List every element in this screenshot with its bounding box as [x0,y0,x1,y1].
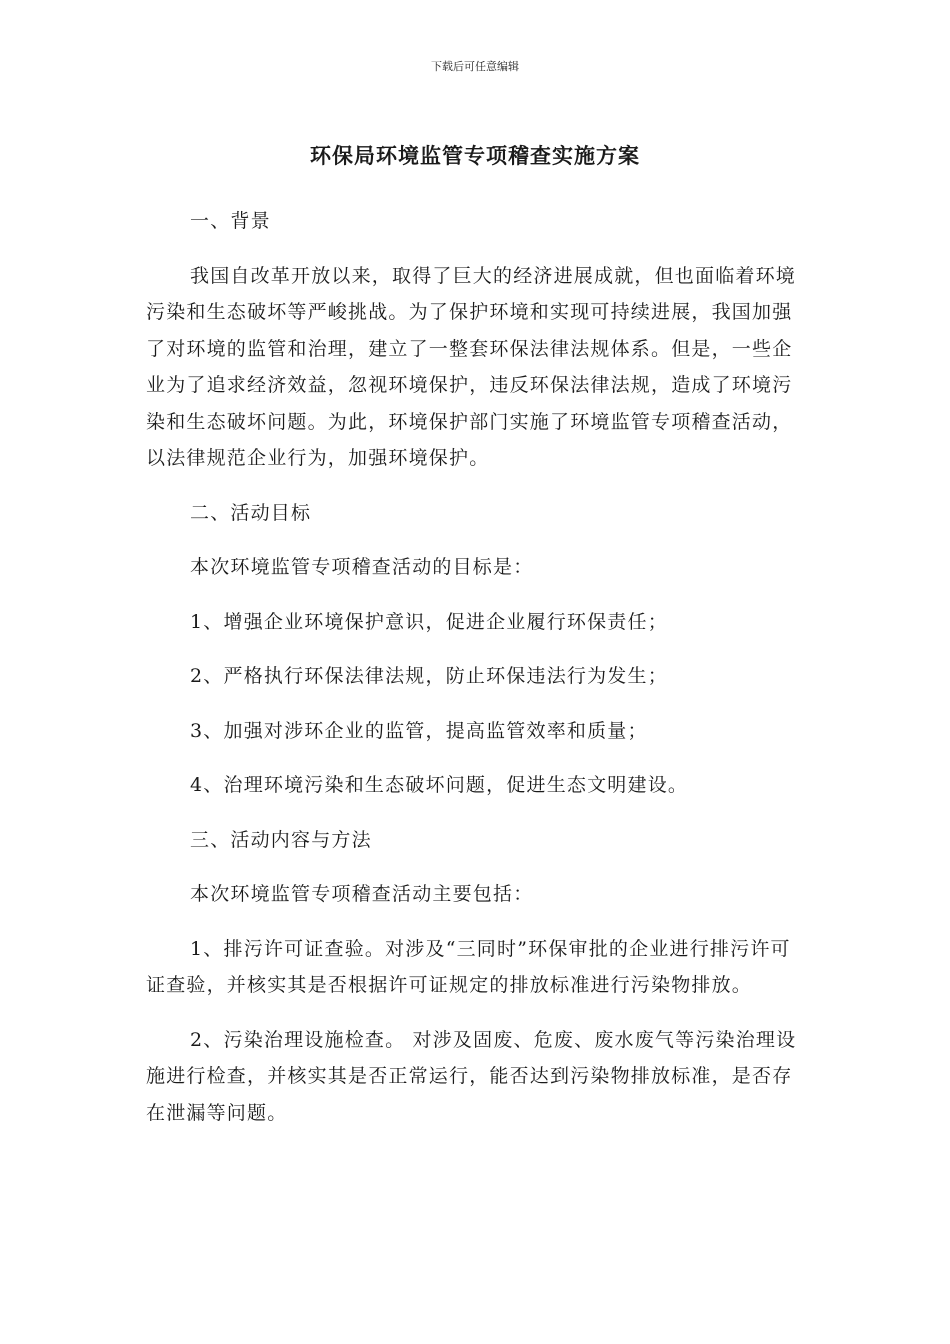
document-title: 环保局环境监管专项稽查实施方案 [310,144,640,168]
goal-item-4: 4、治理环境污染和生态破坏问题，促进生态文明建设。 [190,774,689,796]
section-heading-content: 三、活动内容与方法 [190,828,372,851]
content-item-2: 2、污染治理设施检查。 对涉及固废、危废、废水废气等污染治理设施进行检查，并核实其是否正常运行，能否达到污染物排放标准，是否存在泄漏等问题。 [146,1028,797,1124]
section-heading-goals: 二、活动目标 [190,501,312,524]
goal-item-1: 1、增强企业环境保护意识，促进企业履行环保责任； [190,610,668,633]
document-body [146,203,806,1149]
goal-item-2: 2、严格执行环保法律法规，防止环保违法行为发生； [190,665,668,687]
paragraph-goals-intro: 本次环境监管专项稽查活动的目标是： [190,556,534,578]
paragraph-background: 我国自改革开放以来，取得了巨大的经济进展成就，但也面临着环境污染和生态破坏等严峻挑战。为了保护环境和实现可持续进展，我国加强了对环境的监管和治理，建立了一整套环保法律法规体系。但是，一些企业为了追求经济效益，忽视环境保护，违反环保法律法规，造成了环境污染和生态破坏问题。为此，环境保护部门实施了环境监管专项稽查活动，以法律规范企业行为，加强环境保护。 [146,264,797,469]
goal-item-3: 3、加强对涉环企业的监管，提高监管效率和质量； [190,719,648,742]
paragraph-content-intro: 本次环境监管专项稽查活动主要包括： [190,883,534,905]
header-note: 下载后可任意编辑 [431,60,519,73]
section-heading-background: 一、背景 [190,210,271,232]
content-item-1: 1、排污许可证查验。对涉及“三同时”环保审批的企业进行排污许可证查验，并核实其是否根据许可证规定的排放标准进行污染物排放。 [146,937,791,996]
